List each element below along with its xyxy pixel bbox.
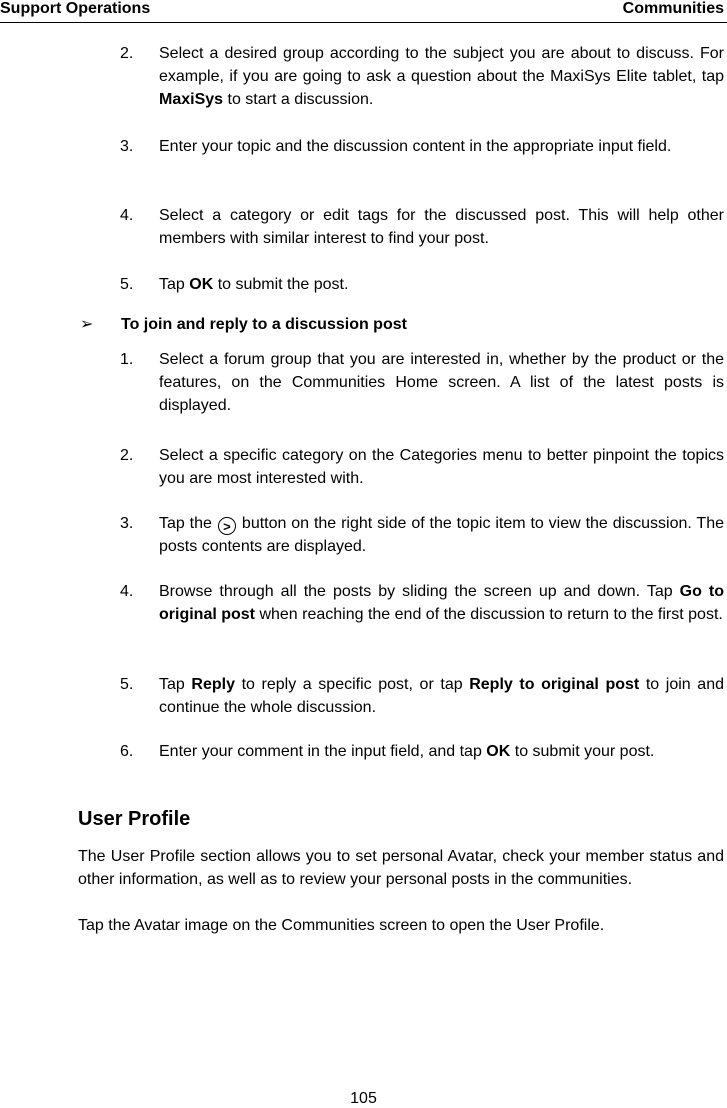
step-3-tap-button — [120, 512, 724, 559]
arrow-bullet-icon: ➢ — [80, 316, 94, 333]
step-6-enter-comment — [120, 740, 724, 787]
step-text: Browse through all the posts by sliding the screen up and down. Tap Go to original post when reaching the end of the discussion to return to the first post. — [159, 583, 725, 623]
step-text: Tap Reply to reply a specific post, or tap Reply to original post to join and continue the whole discussion. — [159, 676, 724, 716]
step-1-select-forum — [120, 348, 724, 418]
step-4-browse-posts — [120, 580, 724, 650]
step-3-enter-topic — [120, 135, 724, 182]
bold-term: Reply to original post — [469, 676, 640, 693]
arrow-circle-icon: > — [218, 517, 236, 535]
step-text: Select a category or edit tags for the discussed post. This will help other members with similar interest to find your post. — [159, 207, 724, 247]
step-number: 6. — [120, 743, 134, 760]
step-4-select-category — [120, 204, 724, 251]
section-title: User Profile — [78, 808, 191, 830]
step-number: 3. — [120, 515, 134, 532]
step-number: 5. — [120, 276, 134, 293]
step-5-tap-ok — [120, 273, 724, 296]
bold-term: Go to original post — [159, 583, 725, 623]
step-text: Enter your comment in the input field, and tap OK to submit your post. — [159, 743, 655, 760]
section-paragraph: Tap the Avatar image on the Communities screen to open the User Profile. — [78, 917, 605, 934]
step-number: 5. — [120, 676, 134, 693]
header-section-title: Support Operations — [0, 0, 151, 17]
bold-term: Reply — [191, 676, 235, 693]
step-text: Select a specific category on the Categories menu to better pinpoint the topics you are most interested with. — [159, 447, 724, 487]
step-text: Tap OK to submit the post. — [159, 276, 349, 293]
step-2-select-category — [120, 444, 724, 491]
page-header — [0, 0, 727, 23]
bold-term: MaxiSys — [159, 91, 224, 108]
step-text: Enter your topic and the discussion content in the appropriate input field. — [159, 138, 672, 155]
page-number: 105 — [350, 1090, 377, 1107]
header-chapter-title: Communities — [622, 0, 724, 17]
step-number: 4. — [120, 583, 134, 600]
step-number: 3. — [120, 138, 134, 155]
subsection-heading-label: To join and reply to a discussion post — [121, 316, 407, 333]
step-2-select-group — [120, 42, 724, 112]
step-number: 4. — [120, 207, 134, 224]
step-text: Select a desired group according to the subject you are about to discuss. For example, if you are going to ask a question about the MaxiSys Elite tablet, tap MaxiSys to start a discussion. — [159, 45, 724, 108]
subsection-heading — [80, 313, 720, 336]
step-number: 2. — [120, 45, 134, 62]
step-5-tap-reply — [120, 673, 724, 720]
step-number: 2. — [120, 447, 134, 464]
section-paragraph: The User Profile section allows you to set personal Avatar, check your member status and other information, as well as to review your personal posts in the communities. — [78, 848, 724, 888]
bold-term: OK — [189, 276, 214, 293]
step-text: Tap the > button on the right side of the topic item to view the discussion. The posts contents are displayed. — [159, 515, 725, 555]
step-text: Select a forum group that you are interested in, whether by the product or the features, on the Communities Home screen. A list of the latest posts is displayed. — [159, 351, 724, 414]
bold-term: OK — [486, 743, 511, 760]
step-number: 1. — [120, 351, 134, 368]
